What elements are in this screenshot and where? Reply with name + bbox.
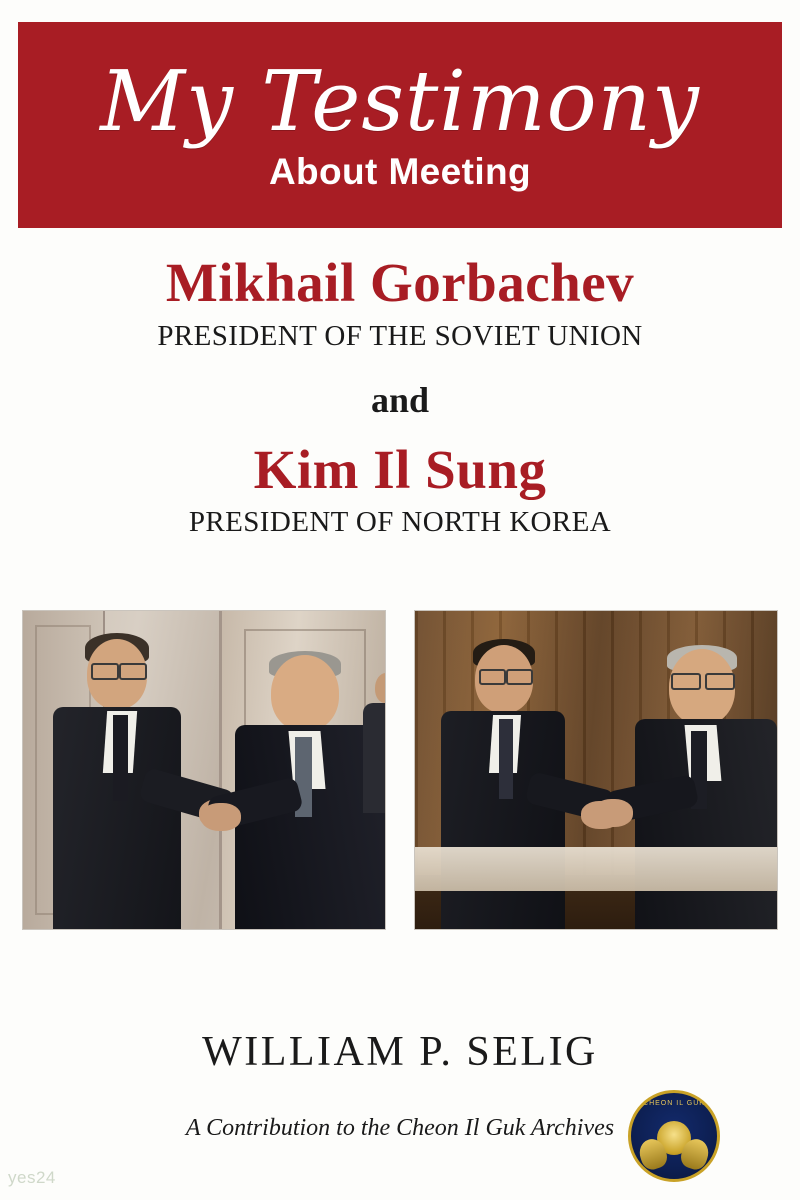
cheon-il-guk-seal-icon	[628, 1090, 720, 1182]
contribution-line: A Contribution to the Cheon Il Guk Archives	[185, 1115, 615, 1141]
photo-gorbachev-handshake	[22, 610, 386, 930]
subject-name-kim-il-sung: Kim Il Sung	[253, 438, 547, 500]
book-subtitle: About Meeting	[268, 151, 532, 193]
author-name: WILLIAM P. SELIG	[202, 1029, 598, 1075]
photo-row	[22, 610, 778, 928]
subject-name-gorbachev: Mikhail Gorbachev	[165, 252, 635, 313]
title-banner	[18, 22, 782, 228]
subjects-block	[0, 252, 800, 539]
conjunction-and: and	[370, 379, 430, 420]
book-title: My Testimony	[100, 53, 700, 150]
seal-text: CHEON IL GUK	[643, 1100, 705, 1107]
watermark: yes24	[8, 1168, 56, 1187]
subject-role-kim-il-sung: PRESIDENT OF NORTH KOREA	[188, 506, 612, 539]
photo-kim-il-sung-handshake	[414, 610, 778, 930]
subject-role-gorbachev: PRESIDENT OF THE SOVIET UNION	[157, 319, 643, 352]
photo2-table	[415, 847, 777, 891]
